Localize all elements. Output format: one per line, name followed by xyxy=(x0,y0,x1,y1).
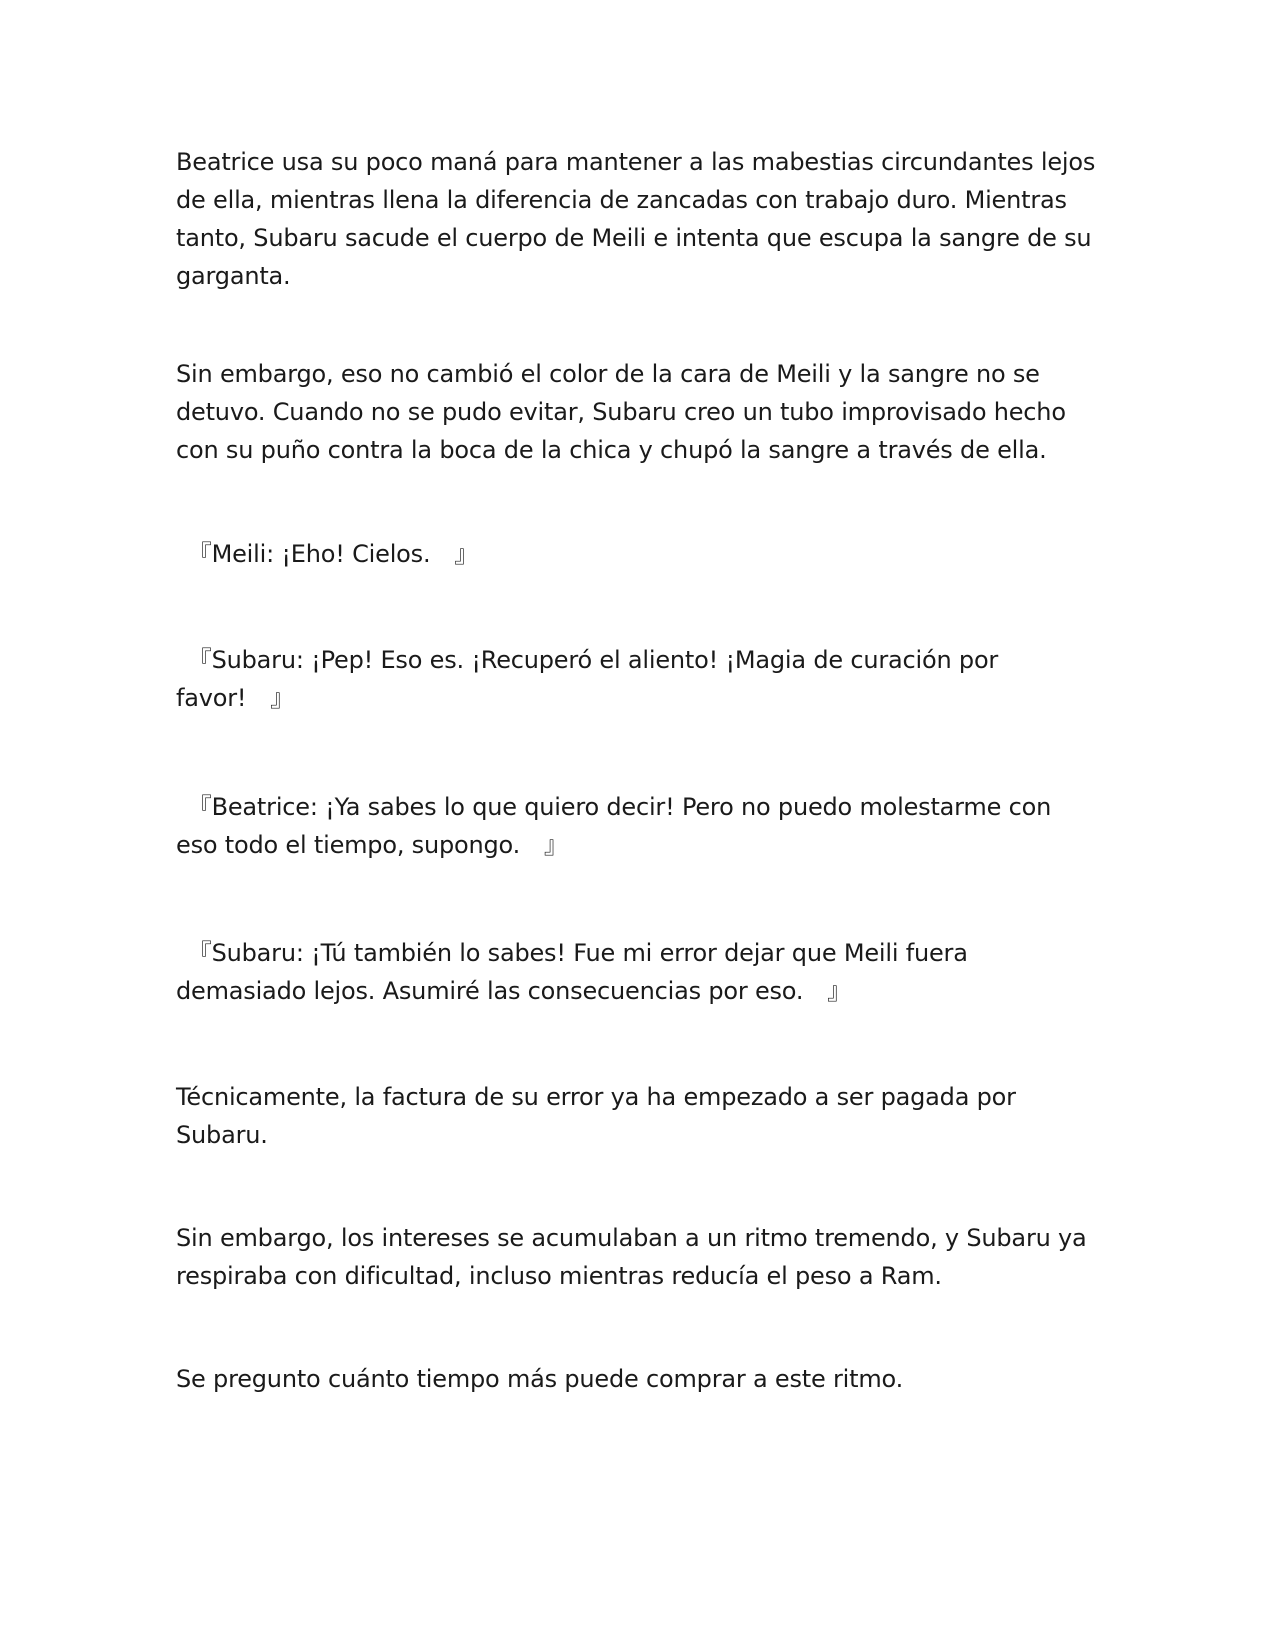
dialogue-line: 『Subaru: ¡Tú también lo sabes! Fue mi error dejar que Meili fuera demasiado lejos. Asumiré las consecuencias por eso. 』 xyxy=(176,939,968,1005)
dialogue-line: 『Subaru: ¡Pep! Eso es. ¡Recuperó el aliento! ¡Magia de curación por favor! 』 xyxy=(176,646,999,712)
dialogue-line: 『Meili: ¡Eho! Cielos. 』 xyxy=(176,540,478,568)
narration-paragraph: Técnicamente, la factura de su error ya ha empezado a ser pagada por Subaru. xyxy=(176,1083,1016,1149)
narration-paragraph: Sin embargo, eso no cambió el color de la cara de Meili y la sangre no se detuvo. Cuando no se pudo evitar, Subaru creo un tubo improvisado hecho con su puño contra la boca de la chica y chupó la sangre a través de ella. xyxy=(176,360,1066,464)
dialogue-line: 『Beatrice: ¡Ya sabes lo que quiero decir! Pero no puedo molestarme con eso todo el tiempo, supongo. 』 xyxy=(176,793,1052,859)
narration-paragraph: Beatrice usa su poco maná para mantener a las mabestias circundantes lejos de ella, mientras llena la diferencia de zancadas con trabajo duro. Mientras tanto, Subaru sacude el cuerpo de Meili e intenta que escupa la sangre de su garganta. xyxy=(176,148,1096,290)
narration-paragraph: Sin embargo, los intereses se acumulaban a un ritmo tremendo, y Subaru ya respiraba con dificultad, incluso mientras reducía el peso a Ram. xyxy=(176,1224,1087,1290)
narration-paragraph: Se pregunto cuánto tiempo más puede comprar a este ritmo. xyxy=(176,1365,904,1393)
